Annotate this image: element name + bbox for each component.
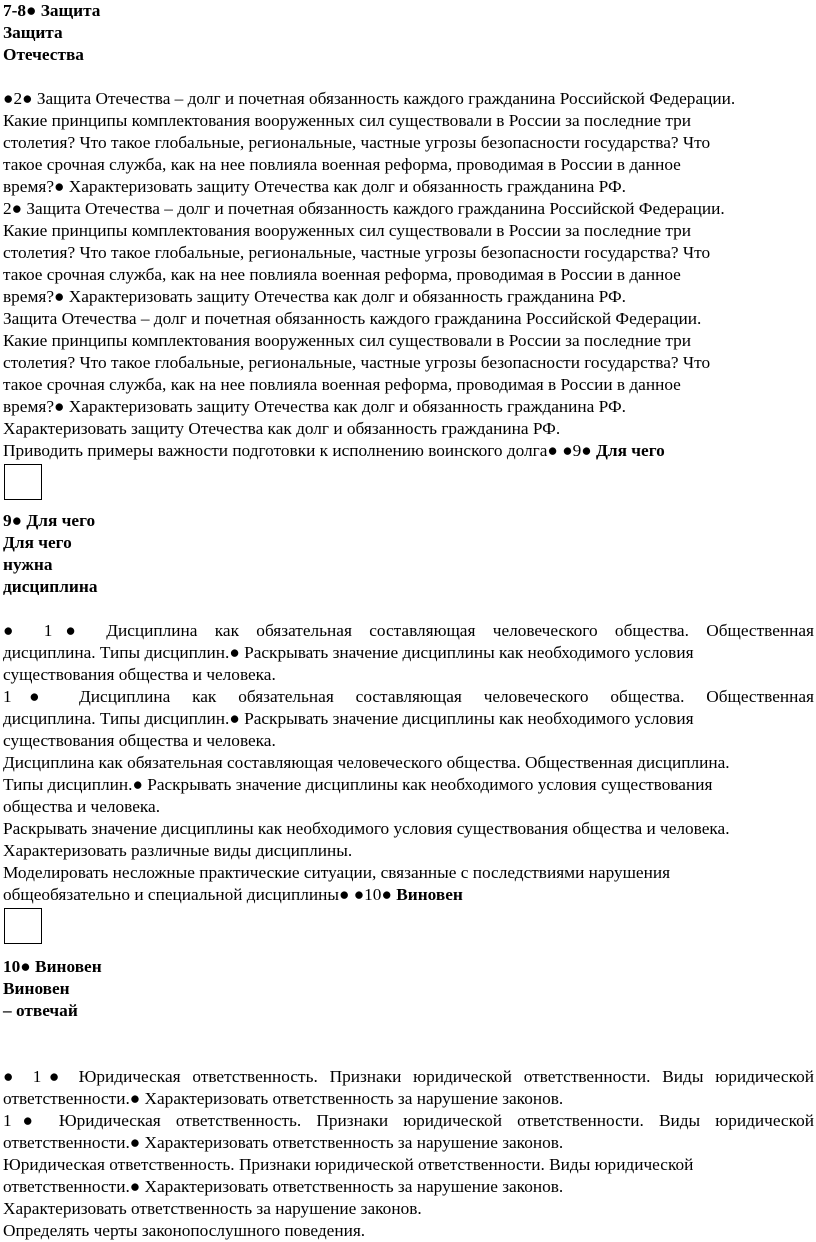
- text-line: такое срочная служба, как на нее повлияла военная реформа, проводимая в России в данное: [3, 375, 681, 394]
- section-9: [3, 510, 814, 944]
- section-heading-line: Виновен: [3, 979, 70, 998]
- text-line: время?● Характеризовать защиту Отечества как долг и обязанность гражданина РФ.: [3, 287, 626, 306]
- text-line: общества и человека.: [3, 797, 161, 816]
- text-line: дисциплина. Типы дисциплин.● Раскрывать значение дисциплины как необходимого условия: [3, 709, 694, 728]
- section-heading-line: – отвечай: [3, 1001, 78, 1020]
- text-line: Характеризовать ответственность за нарушение законов.: [3, 1199, 422, 1218]
- section-heading-line: нужна: [3, 555, 53, 574]
- section-heading-line: 7-8● Защита: [3, 1, 101, 20]
- section-7-8: [3, 0, 814, 500]
- text-line: Определять черты законопослушного поведения.: [3, 1221, 366, 1240]
- text-line: Типы дисциплин.● Раскрывать значение дисциплины как необходимого условия существования: [3, 775, 713, 794]
- text-line: столетия? Что такое глобальные, региональные, частные угрозы безопасности государства? Что: [3, 243, 711, 262]
- text-line: время?● Характеризовать защиту Отечества как долг и обязанность гражданина РФ.: [3, 177, 626, 196]
- section-heading-line: 9● Для чего: [3, 511, 96, 530]
- text-line: 1● Дисциплина как обязательная составляющая человеческого общества. Общественная: [3, 687, 814, 706]
- section-heading-line: дисциплина: [3, 577, 98, 596]
- text-line: Какие принципы комплектования вооруженных сил существовали в России за последние три: [3, 111, 691, 130]
- text-line: Характеризовать различные виды дисциплины.: [3, 841, 353, 860]
- text-line: время?● Характеризовать защиту Отечества как долг и обязанность гражданина РФ.: [3, 397, 626, 416]
- text-line: 1● Юридическая ответственность. Признаки юридической ответственности. Виды юридической: [3, 1111, 814, 1130]
- section-heading-line: Защита: [3, 23, 63, 42]
- text-line: 2● Защита Отечества – долг и почетная обязанность каждого гражданина Российской Федерации.: [3, 199, 725, 218]
- section-heading-line: 10● Виновен: [3, 957, 102, 976]
- text-line: ● 1● Дисциплина как обязательная составляющая человеческого общества. Общественная: [3, 621, 814, 640]
- text-line: дисциплина. Типы дисциплин.● Раскрывать значение дисциплины как необходимого условия: [3, 643, 694, 662]
- section-heading-line: Для чего: [3, 533, 72, 552]
- text-line: ответственности.● Характеризовать ответственность за нарушение законов.: [3, 1177, 564, 1196]
- text-line: [3, 440, 814, 462]
- section-heading-line: Отечества: [3, 45, 84, 64]
- text-line: такое срочная служба, как на нее повлияла военная реформа, проводимая в России в данное: [3, 155, 681, 174]
- text-line: Моделировать несложные практические ситуации, связанные с последствиями нарушения: [3, 863, 671, 882]
- text-line: Юридическая ответственность. Признаки юридической ответственности. Виды юридической: [3, 1155, 694, 1174]
- text-line: Какие принципы комплектования вооруженных сил существовали в России за последние три: [3, 221, 691, 240]
- text-line: Дисциплина как обязательная составляющая человеческого общества. Общественная дисциплина.: [3, 753, 730, 772]
- text-line: столетия? Что такое глобальные, региональные, частные угрозы безопасности государства? Что: [3, 133, 711, 152]
- spacer: [3, 66, 814, 88]
- text-line: ответственности.● Характеризовать ответственность за нарушение законов.: [3, 1089, 564, 1108]
- text-fragment: общеобязательно и специальной дисциплины● ●10●: [3, 885, 392, 904]
- text-line: Раскрывать значение дисциплины как необходимого условия существования общества и человека.: [3, 819, 730, 838]
- text-line: такое срочная служба, как на нее повлияла военная реформа, проводимая в России в данное: [3, 265, 681, 284]
- text-line: столетия? Что такое глобальные, региональные, частные угрозы безопасности государства? Что: [3, 353, 711, 372]
- document-page: [3, 0, 814, 1242]
- text-fragment: Приводить примеры важности подготовки к исполнению воинского долга● ●9●: [3, 441, 592, 460]
- text-line: [3, 884, 814, 906]
- text-line: существования общества и человека.: [3, 665, 276, 684]
- text-fragment-bold: Для чего: [596, 441, 665, 460]
- empty-table-cell: [4, 464, 42, 500]
- text-line: Защита Отечества – долг и почетная обязанность каждого гражданина Российской Федерации.: [3, 309, 702, 328]
- text-line: ● 1● Юридическая ответственность. Признаки юридической ответственности. Виды юридической: [3, 1067, 814, 1086]
- empty-table-cell: [4, 908, 42, 944]
- text-line: существования общества и человека.: [3, 731, 276, 750]
- text-fragment-bold: Виновен: [396, 885, 463, 904]
- spacer: [3, 598, 814, 620]
- section-10: [3, 956, 814, 1242]
- spacer: [3, 1022, 814, 1066]
- text-line: ●2● Защита Отечества – долг и почетная обязанность каждого гражданина Российской Федерации.: [3, 89, 736, 108]
- text-line: ответственности.● Характеризовать ответственность за нарушение законов.: [3, 1133, 564, 1152]
- text-line: Характеризовать защиту Отечества как долг и обязанность гражданина РФ.: [3, 419, 561, 438]
- text-line: Какие принципы комплектования вооруженных сил существовали в России за последние три: [3, 331, 691, 350]
